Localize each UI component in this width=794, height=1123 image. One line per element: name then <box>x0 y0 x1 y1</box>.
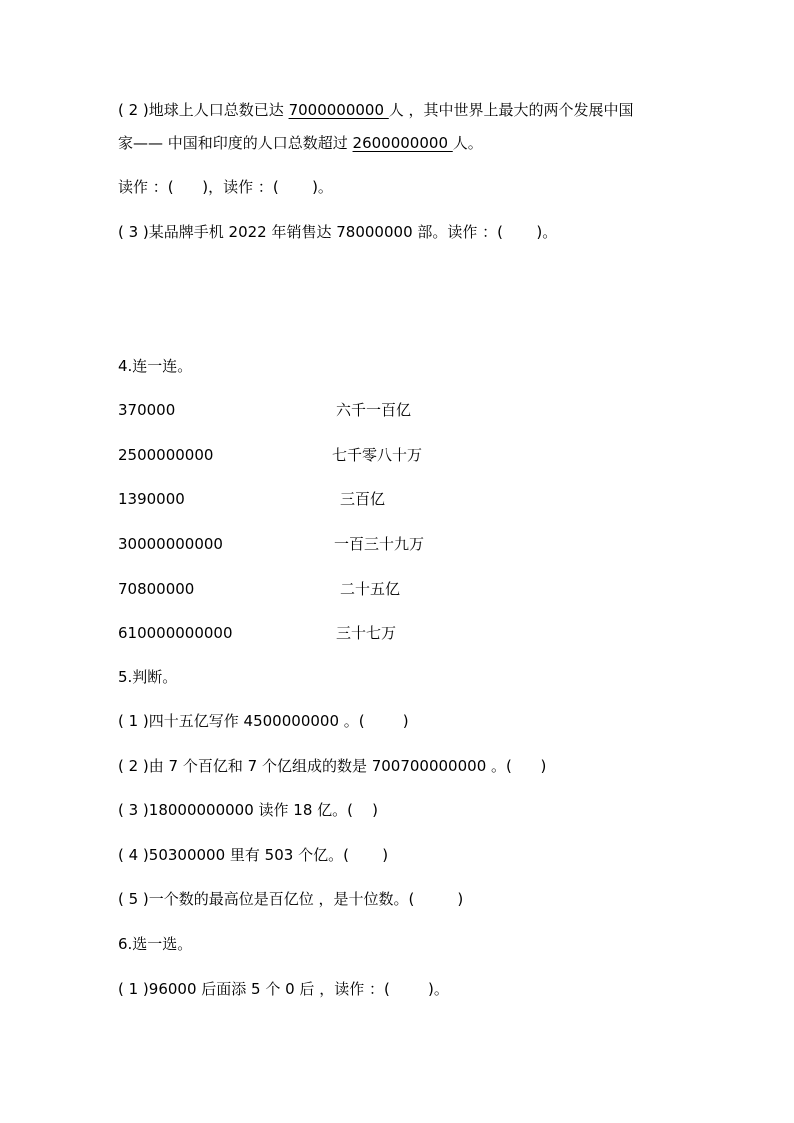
match-right-item: 三十七万 <box>336 624 397 642</box>
judge-item: ( 4 )50300000 里有 503 个亿。( ) <box>118 846 389 864</box>
q3-text: ( 3 )某品牌手机 2022 年销售达 78000000 部。读作 ：( )。 <box>118 223 558 241</box>
q2-line-2-end: 人。 <box>452 134 483 152</box>
section-5-title: 5.判断。 <box>118 668 178 686</box>
match-left-item: 1390000 <box>118 490 185 508</box>
q2-china-india-number: 2600000000 <box>352 134 453 152</box>
judge-item: ( 3 )18000000000 读作 18 亿。( ) <box>118 801 378 819</box>
match-left-item: 610000000000 <box>118 624 233 642</box>
match-right-item: 三百亿 <box>340 490 386 508</box>
judge-item: ( 1 )四十五亿写作 4500000000 。( ) <box>118 712 409 730</box>
match-left-item: 2500000000 <box>118 446 214 464</box>
match-right-item: 七千零八十万 <box>332 446 423 464</box>
match-left-item: 70800000 <box>118 580 195 598</box>
q2-line-1 <box>118 100 634 120</box>
q2-line-1-start: ( 2 )地球上人口总数已达 <box>118 101 289 119</box>
q2-population-number: 7000000000 <box>288 101 389 119</box>
judge-item: ( 5 )一个数的最高位是百亿位 ，是十位数。( ) <box>118 890 464 908</box>
match-right-item: 六千一百亿 <box>336 401 412 419</box>
match-right-item: 二十五亿 <box>340 580 401 598</box>
match-right-item: 一百三十九万 <box>334 535 425 553</box>
q2-line-2 <box>118 133 483 153</box>
judge-item: ( 2 )由 7 个百亿和 7 个亿组成的数是 700700000000 。( ) <box>118 757 547 775</box>
q2-line-2-start: 家—— 中国和印度的人口总数超过 <box>118 134 353 152</box>
q2-read-blanks: 读作 ：( )，读作 ：( )。 <box>118 178 333 196</box>
match-left-item: 370000 <box>118 401 176 419</box>
match-left-item: 30000000000 <box>118 535 223 553</box>
section-6-title: 6.选一选。 <box>118 935 193 953</box>
choose-item: ( 1 )96000 后面添 5 个 0 后 ，读作 ：( )。 <box>118 980 449 998</box>
section-4-title: 4.连一连。 <box>118 357 193 375</box>
q2-line-1-end: 人 ，其中世界上最大的两个发展中国 <box>388 101 634 119</box>
